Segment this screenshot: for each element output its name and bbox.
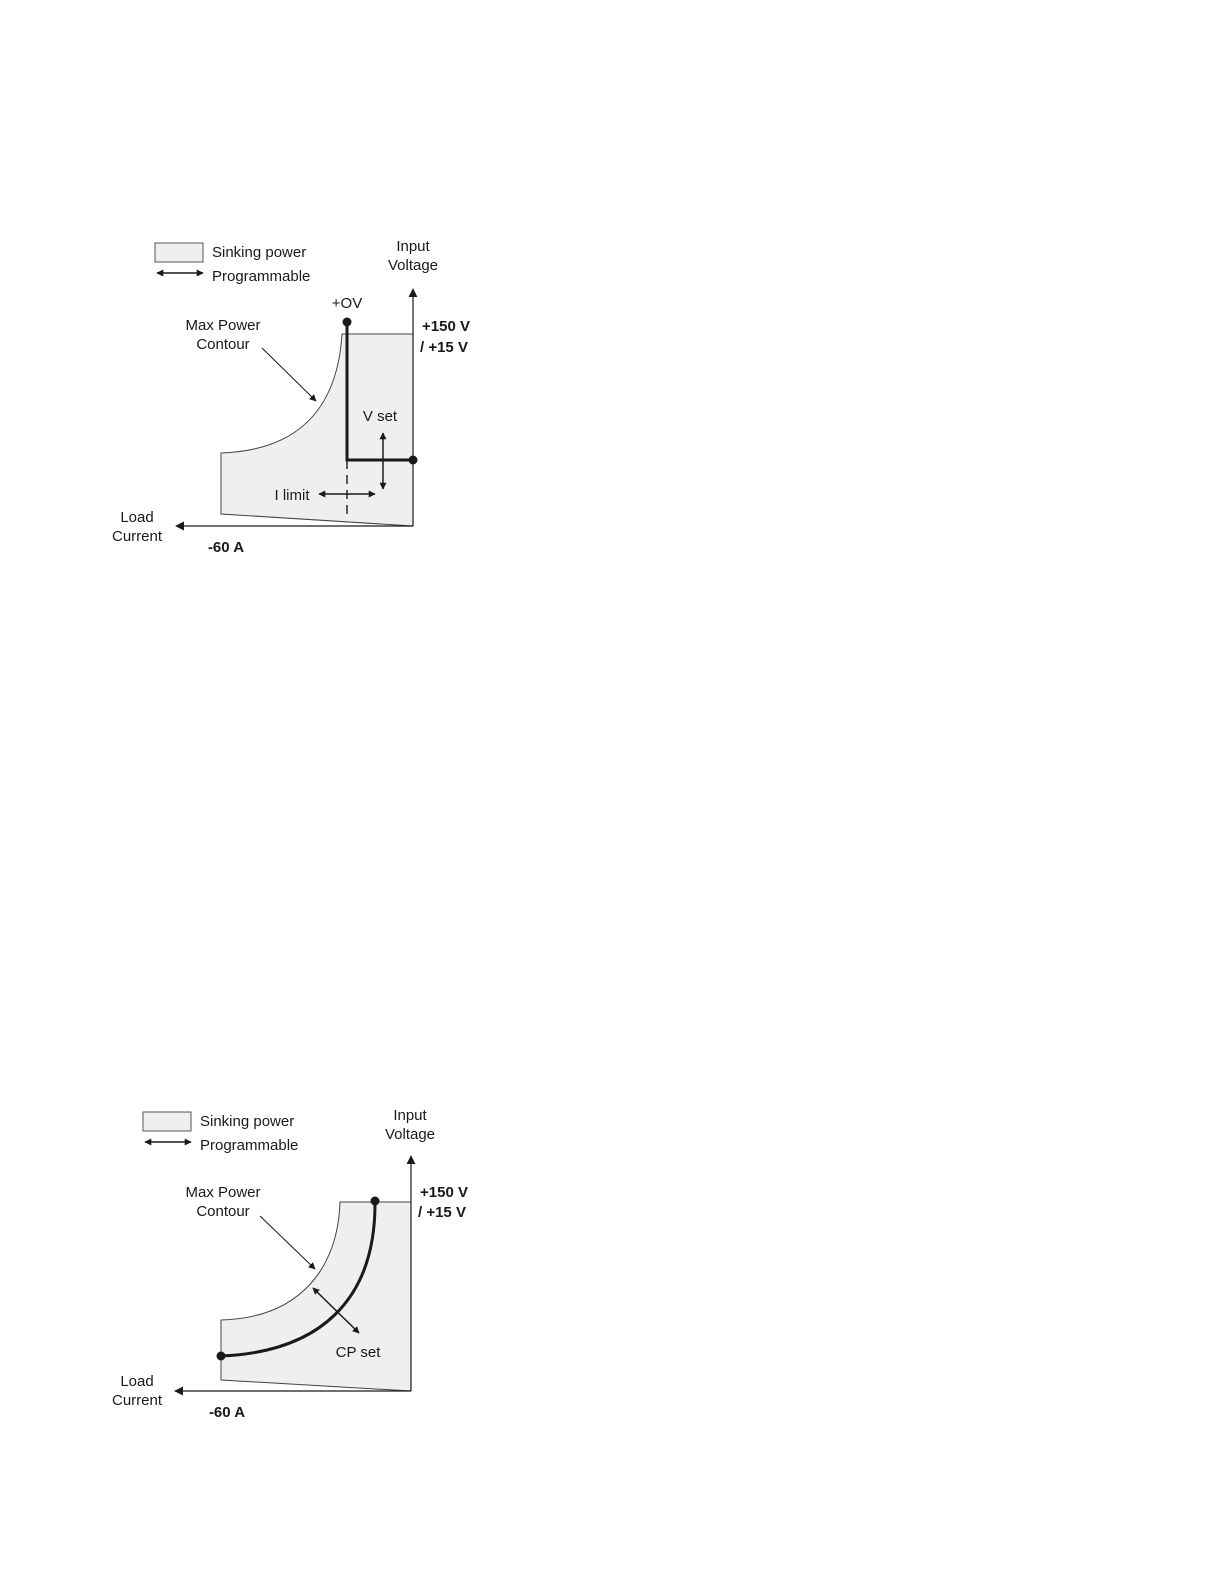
y-axis-label-line2: Voltage (387, 257, 439, 274)
vset-label: V set (362, 408, 398, 425)
diagram-cp-mode (112, 1107, 468, 1421)
y-limit-line2: / +15 V (418, 1204, 466, 1221)
contour-label-line1: Max Power (185, 1184, 261, 1201)
legend-swatch-sinking-power (155, 243, 203, 262)
x-axis-label-line1: Load (120, 509, 154, 526)
legend-swatch-sinking-power (143, 1112, 191, 1131)
x-limit: -60 A (207, 539, 245, 556)
x-limit: -60 A (208, 1404, 246, 1421)
vset-point (409, 456, 418, 465)
diagram-cv-mode (112, 238, 470, 556)
legend-sinking-power: Sinking power (212, 244, 307, 261)
cp-curve-start-point (217, 1352, 226, 1361)
contour-label-line1: Max Power (185, 317, 261, 334)
sinking-power-region (221, 1202, 411, 1391)
cpset-label: CP set (335, 1344, 381, 1361)
contour-label-line2: Contour (196, 1203, 250, 1220)
contour-pointer (262, 348, 316, 401)
y-limit-line1: +150 V (420, 1184, 468, 1201)
legend-programmable: Programmable (212, 268, 311, 285)
x-axis-label-line2: Current (111, 528, 163, 545)
y-axis-label-line2: Voltage (384, 1126, 436, 1143)
cp-curve-end-point (371, 1197, 380, 1206)
sinking-power-region (221, 334, 413, 526)
y-limit-line2: / +15 V (420, 339, 468, 356)
legend-programmable: Programmable (200, 1137, 299, 1154)
legend (143, 1112, 298, 1154)
x-axis-label-line2: Current (111, 1392, 163, 1409)
contour-pointer (260, 1216, 315, 1269)
legend-sinking-power: Sinking power (200, 1113, 295, 1130)
y-limit-line1: +150 V (422, 318, 470, 335)
ov-label: +OV (331, 295, 363, 312)
y-axis-label-line1: Input (393, 1107, 427, 1124)
y-axis-label-line1: Input (396, 238, 430, 255)
x-axis-label-line1: Load (120, 1373, 154, 1390)
contour-label-line2: Contour (196, 336, 250, 353)
legend (155, 243, 310, 285)
ov-point (343, 318, 352, 327)
ilimit-label: I limit (274, 487, 310, 504)
